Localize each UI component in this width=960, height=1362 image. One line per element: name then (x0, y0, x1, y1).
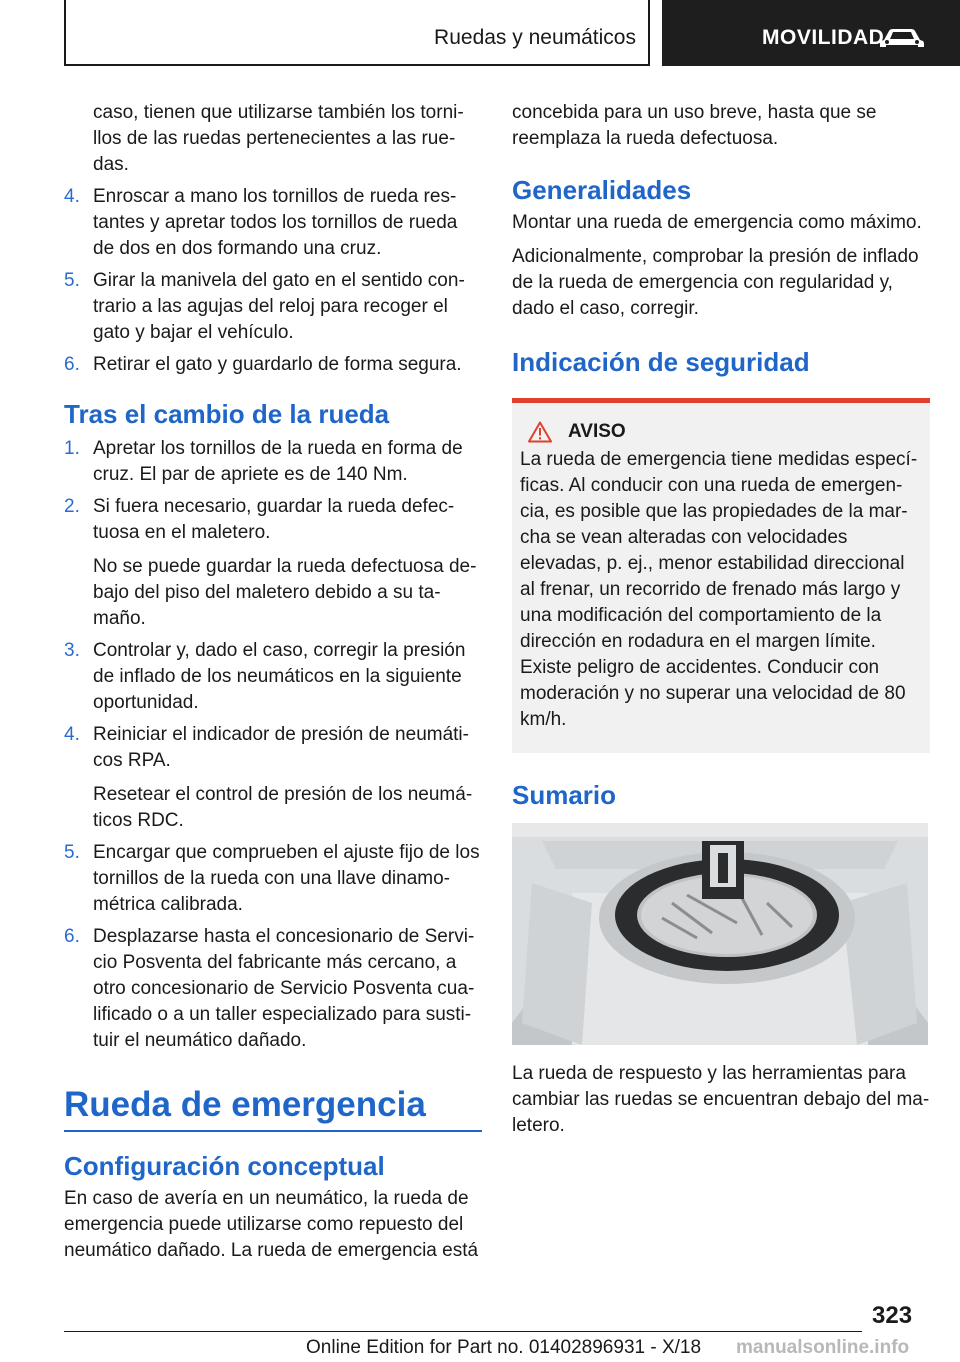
steps-list-b (64, 436, 482, 1054)
config-paragraph: En caso de avería en un neumático, la rueda de emergencia puede utilizarse como repuesto del neumático dañado. La rueda de emergencia está (64, 1188, 479, 1261)
generalidades-paragraph-1: Montar una rueda de emergencia como máximo. (512, 212, 922, 233)
heading-configuracion-conceptual: Configuración conceptual (64, 1151, 385, 1181)
spare-wheel-trunk-image (512, 823, 928, 1045)
step-number: 5. (64, 842, 80, 863)
step-number: 4. (64, 724, 80, 745)
warning-text: La rueda de emergencia tiene medidas específicas. Al conducir con una rueda de emergencia, es posible que las propiedades de la marcha se vean alteradas con velocidades elevadas, p. ej., menor estabilidad direccional al frenar, un recorrido de frenado más largo y una modificación del comportamiento de la dirección en rodadura en el margen límite. Existe peligro de accidentes. Conducir con moderación y no superar una velocidad de 80 km/h. (520, 449, 918, 730)
header-section-title: Ruedas y neumáticos (434, 26, 636, 49)
step-number: 5. (64, 270, 80, 291)
footer-brand: manualsonline.info (736, 1337, 910, 1358)
list-item (64, 924, 482, 1054)
step-text: Si fuera necesario, guardar la rueda defectuosa en el maletero. (93, 496, 455, 543)
heading-rueda-de-emergencia: Rueda de emergencia (64, 1085, 426, 1124)
list-item (64, 352, 482, 378)
step-text: Girar la manivela del gato en el sentido contrario a las agujas del reloj para recoger el gato y bajar el vehículo. (93, 270, 465, 343)
footer-edition: Online Edition for Part no. 01402896931 - X/18 (306, 1337, 702, 1358)
heading-sumario: Sumario (512, 780, 617, 810)
step-subtext: Resetear el control de presión de los neumáticos RDC. (93, 784, 473, 831)
trunk-illustration (512, 823, 928, 1045)
list-item (64, 184, 482, 262)
list-item (64, 638, 482, 716)
car-icon (878, 26, 926, 50)
list-item (64, 494, 482, 632)
step-subtext: No se puede guardar la rueda defectuosa debajo del piso del maletero debido a su tamaño. (93, 556, 477, 629)
step-text: Reiniciar el indicador de presión de neumáticos RPA. (93, 724, 469, 771)
list-item (64, 436, 482, 488)
step-number: 2. (64, 496, 80, 517)
header-chapter-label: MOVILIDAD (762, 26, 885, 49)
heading-generalidades: Generalidades (512, 175, 692, 205)
step-number: 4. (64, 186, 80, 207)
footer-rule (64, 1331, 862, 1332)
step-text: Desplazarse hasta el concesionario de Servicio Posventa del fabricante más cercano, a otro concesionario de Servicio Posventa cualificado o a un taller especializado para sustituir el neumático dañado. (93, 926, 475, 1051)
step-number: 1. (64, 438, 80, 459)
right-column (512, 100, 930, 1139)
warning-box (512, 398, 930, 753)
continued-paragraph: concebida para un uso breve, hasta que se reemplaza la rueda defectuosa. (512, 102, 877, 149)
header-chapter-tab[interactable] (662, 0, 960, 66)
steps-list-a (64, 184, 482, 378)
heading-rule (64, 1130, 482, 1132)
list-item (64, 722, 482, 834)
list-item (64, 840, 482, 918)
page-number: 323 (872, 1302, 913, 1329)
warning-label: AVISO (568, 421, 626, 442)
figure-caption: La rueda de respuesto y las herramientas para cambiar las ruedas se encuentran debajo del maletero. (512, 1063, 930, 1136)
heading-tras-el-cambio: Tras el cambio de la rueda (64, 399, 390, 429)
generalidades-paragraph-2: Adicionalmente, comprobar la presión de inflado de la rueda de emergencia con regularidad y, dado el caso, corregir. (512, 246, 919, 319)
step-text: Enroscar a mano los tornillos de rueda restantes y apretar todos los tornillos de rueda de dos en dos formando una cruz. (93, 186, 458, 259)
step-text: Encargar que comprueben el ajuste fijo de los tornillos de la rueda con una llave dinamométrica calibrada. (93, 842, 480, 915)
warning-header (520, 421, 922, 443)
header-section-frame (64, 0, 650, 66)
warning-triangle-icon (528, 421, 552, 443)
step-number: 3. (64, 640, 80, 661)
left-column (64, 100, 482, 1264)
step-text: Controlar y, dado el caso, corregir la presión de inflado de los neumáticos en la siguiente oportunidad. (93, 640, 466, 713)
step-number: 6. (64, 354, 80, 375)
continued-step-text: caso, tienen que utilizarse también los tornillos de las ruedas pertenecientes a las ruedas. (93, 102, 464, 175)
list-item (64, 268, 482, 346)
heading-indicacion-de-seguridad: Indicación de seguridad (512, 347, 810, 377)
step-text: Retirar el gato y guardarlo de forma segura. (93, 354, 462, 375)
step-text: Apretar los tornillos de la rueda en forma de cruz. El par de apriete es de 140 Nm. (93, 438, 463, 485)
step-number: 6. (64, 926, 80, 947)
